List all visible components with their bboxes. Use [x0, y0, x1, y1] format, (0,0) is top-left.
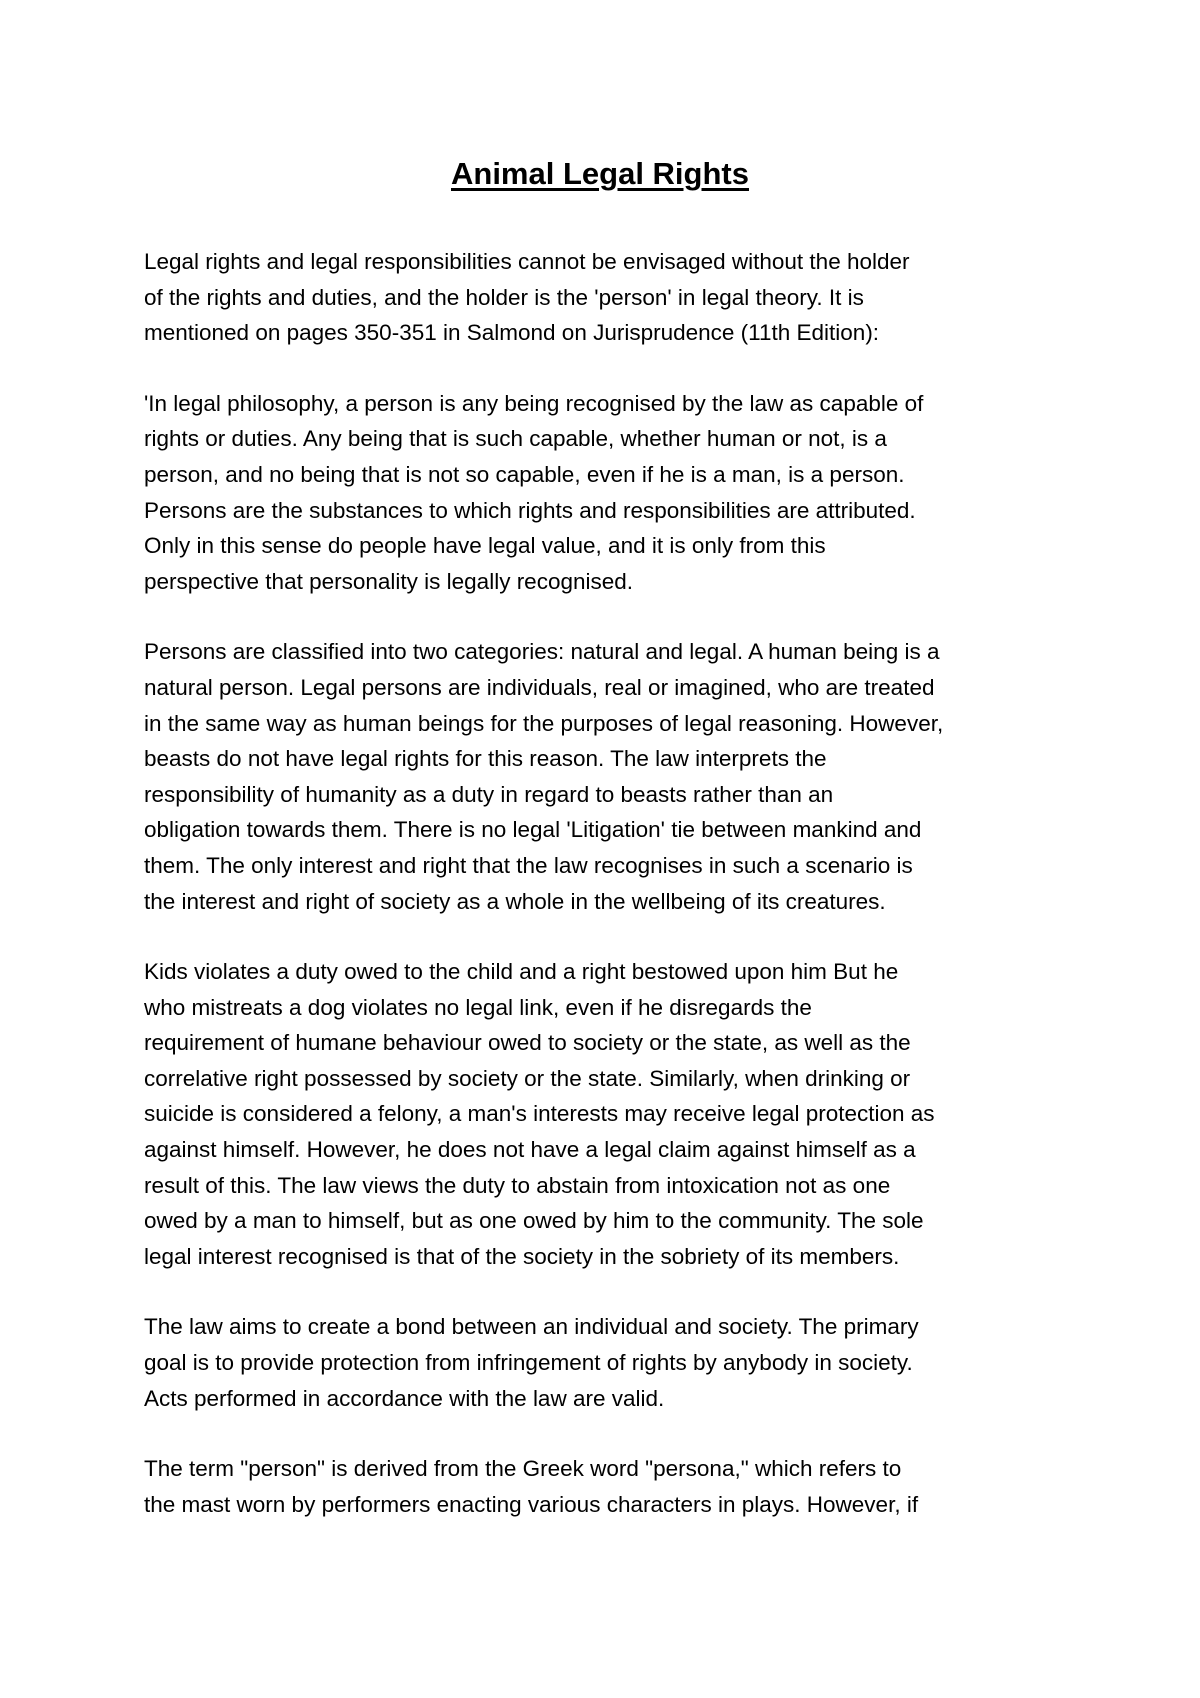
paragraph	[144, 954, 1084, 1274]
paragraph-line: them. The only interest and right that the law recognises in such a scenario is	[144, 852, 913, 878]
paragraph-line: who mistreats a dog violates no legal link, even if he disregards the	[144, 994, 812, 1020]
paragraph-line: person, and no being that is not so capable, even if he is a man, is a person.	[144, 461, 905, 487]
paragraph-line: mentioned on pages 350-351 in Salmond on Jurisprudence (11th Edition):	[144, 320, 880, 346]
paragraph-line: correlative right possessed by society or the state. Similarly, when drinking or	[144, 1065, 911, 1091]
paragraph-line: Persons are classified into two categories: natural and legal. A human being is a	[144, 639, 940, 665]
paragraph-line: in the same way as human beings for the purposes of legal reasoning. However,	[144, 710, 944, 736]
paragraph-line: rights or duties. Any being that is such capable, whether human or not, is a	[144, 426, 887, 452]
paragraph	[144, 1451, 1084, 1522]
paragraph-line: Acts performed in accordance with the law are valid.	[144, 1385, 665, 1411]
paragraph-line: suicide is considered a felony, a man's interests may receive legal protection as	[144, 1101, 935, 1127]
paragraph-line: The law aims to create a bond between an individual and society. The primary	[144, 1314, 919, 1340]
paragraph-line: obligation towards them. There is no legal 'Litigation' tie between mankind and	[144, 817, 922, 843]
paragraph	[144, 386, 1084, 600]
paragraph	[144, 634, 1084, 919]
paragraph-line: goal is to provide protection from infringement of rights by anybody in society.	[144, 1350, 913, 1376]
paragraph-line: 'In legal philosophy, a person is any being recognised by the law as capable of	[144, 390, 924, 416]
paragraph-line: owed by a man to himself, but as one owed by him to the community. The sole	[144, 1208, 924, 1234]
paragraph-line: legal interest recognised is that of the society in the sobriety of its members.	[144, 1243, 900, 1269]
paragraph-line: natural person. Legal persons are individuals, real or imagined, who are treated	[144, 674, 935, 700]
paragraph-line: Kids violates a duty owed to the child and a right bestowed upon him But he	[144, 959, 899, 985]
paragraph-line: of the rights and duties, and the holder is the 'person' in legal theory. It is	[144, 284, 864, 310]
document-title: Animal Legal Rights	[451, 156, 749, 191]
paragraph-line: beasts do not have legal rights for this reason. The law interprets the	[144, 746, 827, 772]
paragraph-line: Legal rights and legal responsibilities cannot be envisaged without the holder	[144, 249, 910, 274]
paragraph-line: the interest and right of society as a whole in the wellbeing of its creatures.	[144, 888, 886, 914]
document-body	[144, 244, 1084, 1557]
paragraph-line: against himself. However, he does not have a legal claim against himself as a	[144, 1137, 916, 1163]
paragraph	[144, 244, 1084, 351]
paragraph-line: perspective that personality is legally recognised.	[144, 568, 634, 594]
paragraph-line: The term "person" is derived from the Greek word "persona," which refers to	[144, 1456, 902, 1482]
paragraph-line: Persons are the substances to which rights and responsibilities are attributed.	[144, 497, 916, 523]
paragraph-line: result of this. The law views the duty to abstain from intoxication not as one	[144, 1172, 891, 1198]
paragraph-line: the mast worn by performers enacting various characters in plays. However, if	[144, 1491, 919, 1517]
paragraph-line: Only in this sense do people have legal value, and it is only from this	[144, 533, 826, 559]
paragraph	[144, 1309, 1084, 1416]
paragraph-line: requirement of humane behaviour owed to society or the state, as well as the	[144, 1030, 911, 1056]
paragraph-line: responsibility of humanity as a duty in regard to beasts rather than an	[144, 781, 834, 807]
